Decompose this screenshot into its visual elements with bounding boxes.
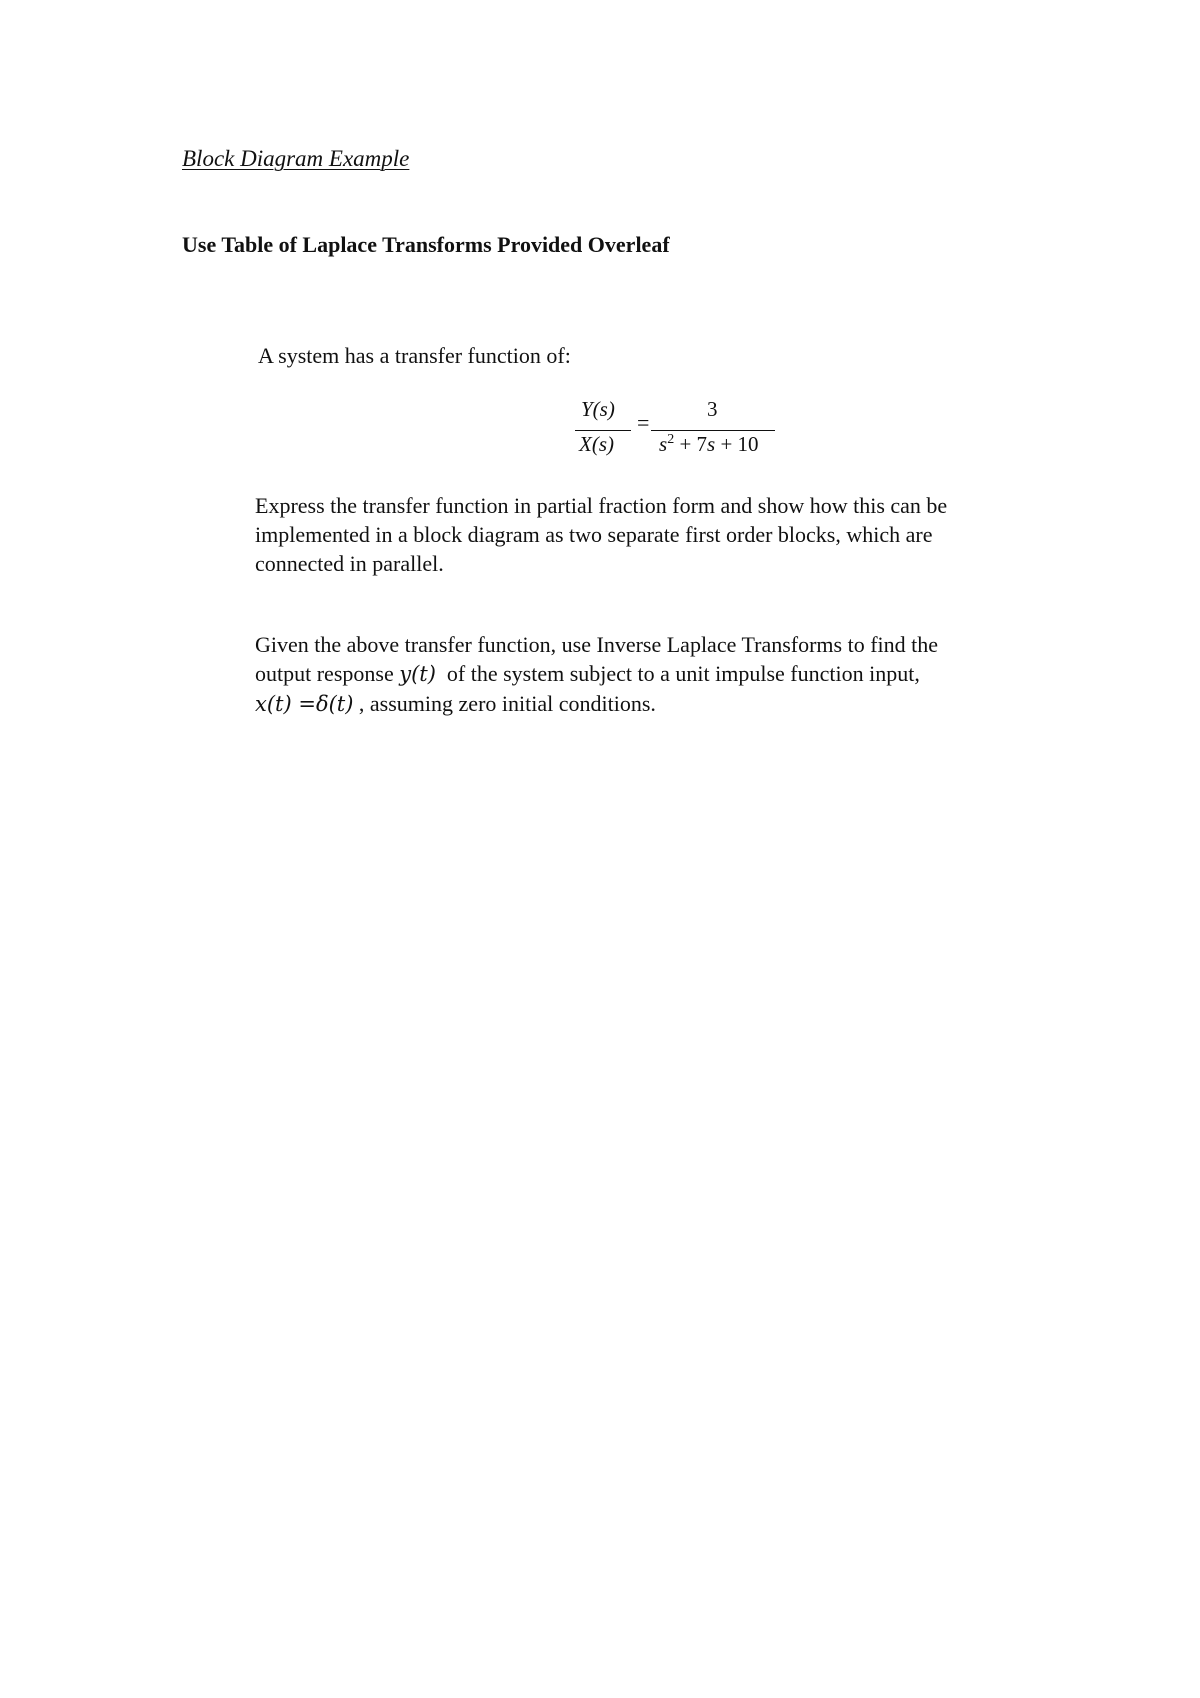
intro-text: A system has a transfer function of: [258,343,571,368]
transfer-function-equation [575,397,775,467]
rhs-denominator-s2: s [707,432,716,456]
impulse-input-math: x(t) =δ(t) [255,692,354,716]
document-subtitle: Use Table of Laplace Transforms Provided Overleaf [182,232,670,257]
rhs-fraction-bar [651,430,775,431]
rhs-numerator: 3 [707,397,718,421]
lhs-denominator: X(s) [579,432,614,456]
rhs-denominator-term-a: + 7 [674,432,708,456]
lhs-fraction-bar [575,430,631,431]
paragraph-1-line-2: implemented in a block diagram as two separate first order blocks, which are [255,522,933,547]
paragraph-1-line-1: Express the transfer function in partial fraction form and show how this can be [255,493,948,518]
output-response-math: y(t) [399,662,436,686]
question-paragraph-2 [255,630,938,719]
rhs-denominator-exponent: 2 [667,432,675,447]
paragraph-2-line-3b: , assuming zero initial conditions. [353,691,656,716]
rhs-denominator-term-b: + 10 [715,432,759,456]
rhs-denominator-s: s [659,432,668,456]
rhs-denominator [659,432,759,457]
document-title: Block Diagram Example [182,146,410,171]
equals-sign: = [637,410,650,435]
paragraph-1-line-3: connected in parallel. [255,551,444,576]
paragraph-2-line-2b: of the system subject to a unit impulse function input, [435,661,920,686]
paragraph-2-line-2a: output response [255,661,400,686]
lhs-numerator: Y(s) [581,397,615,421]
question-paragraph-1 [255,491,947,578]
paragraph-2-line-1: Given the above transfer function, use Inverse Laplace Transforms to find the [255,632,939,657]
